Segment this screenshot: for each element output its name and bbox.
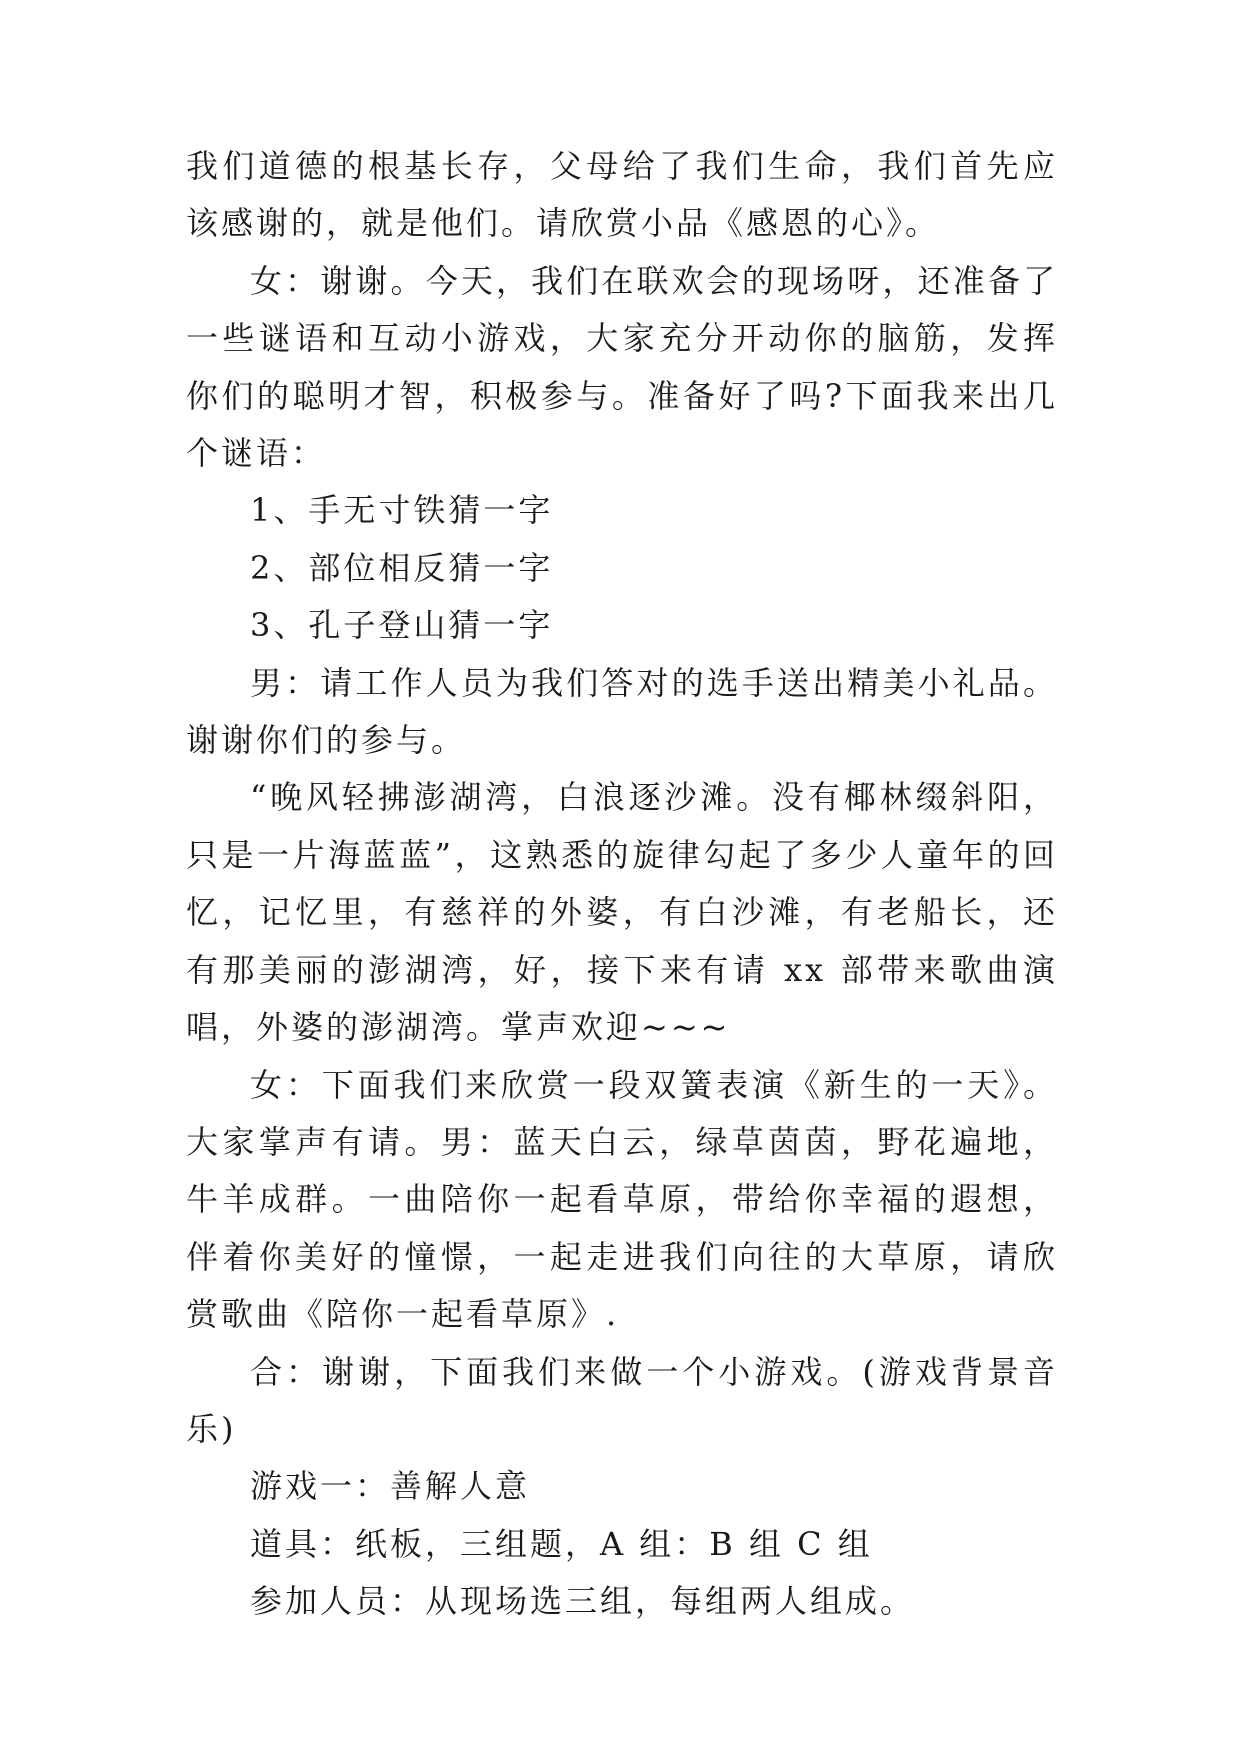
paragraph-game-intro: 合：谢谢，下面我们来做一个小游戏。(游戏背景音乐) [186,1352,1058,1448]
riddle-item-3: 3、孔子登山猜一字 [250,606,554,645]
paragraph-game-title: 游戏一：善解人意 [250,1467,531,1506]
paragraph-double-act: 女：下面我们来欣赏一段双簧表演《新生的一天》。大家掌声有请。男：蓝天白云，绿草茵茵，野花遍地，牛羊成群。一曲陪你一起看草原，带给你幸福的遐想，伴着你美好的憧憬，一起走进我们向往的大草原，请欣赏歌曲《陪你一起看草原》. [186,1065,1058,1334]
paragraph-riddles-intro: 女：谢谢。今天，我们在联欢会的现场呀，还准备了一些谜语和互动小游戏，大家充分开动你的脑筋，发挥你们的聪明才智，积极参与。准备好了吗?下面我来出几个谜语： [186,261,1058,473]
paragraph-participants: 参加人员：从现场选三组，每组两人组成。 [250,1582,916,1621]
riddle-item-2: 2、部位相反猜一字 [250,548,554,587]
document-page [186,138,1058,1631]
riddle-item-1: 1、手无寸铁猜一字 [250,491,554,530]
paragraph-penghu-bay: “晚风轻拂澎湖湾，白浪逐沙滩。没有椰林缀斜阳，只是一片海蓝蓝”，这熟悉的旋律勾起了多少人童年的回忆，记忆里，有慈祥的外婆，有白沙滩，有老船长，还有那美丽的澎湖湾，好，接下来有请 xx 部带来歌曲演唱，外婆的澎湖湾。掌声欢迎~~~ [186,778,1058,1047]
paragraph-gratitude-intro: 我们道德的根基长存，父母给了我们生命，我们首先应该感谢的，就是他们。请欣赏小品《感恩的心》。 [186,147,1058,243]
paragraph-gifts: 男：请工作人员为我们答对的选手送出精美小礼品。谢谢你们的参与。 [186,663,1058,760]
paragraph-props: 道具：纸板，三组题，A 组：B 组 C 组 [250,1524,873,1563]
